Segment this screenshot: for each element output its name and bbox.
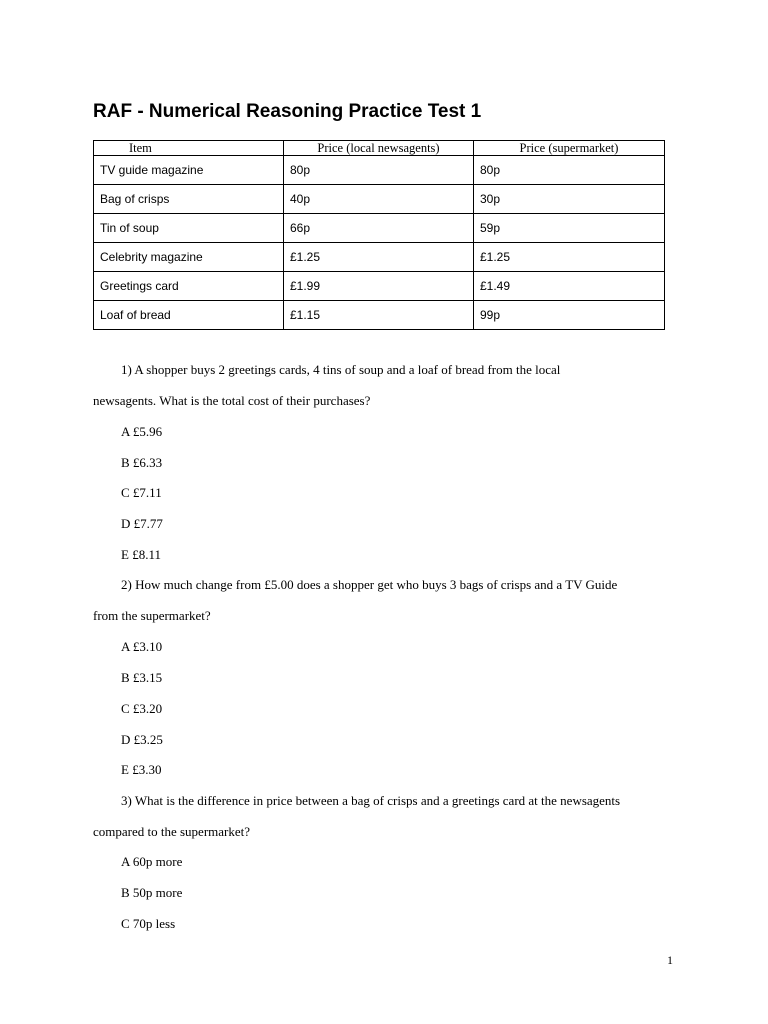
- table-cell-item: Loaf of bread: [94, 301, 284, 330]
- table-cell-newsagents-price: 40p: [284, 185, 474, 214]
- table-row: [94, 185, 665, 214]
- question-2-option-b: B £3.15: [121, 670, 163, 685]
- question-1-option-d: D £7.77: [121, 516, 163, 531]
- page-number: 1: [667, 953, 673, 967]
- question-1-option-c: C £7.11: [121, 485, 162, 500]
- question-2-option-e: E £3.30: [121, 762, 162, 777]
- column-header-supermarket-price: Price (supermarket): [474, 141, 665, 156]
- table-row: [94, 272, 665, 301]
- table-row: [94, 243, 665, 272]
- table-cell-newsagents-price: £1.99: [284, 272, 474, 301]
- question-2-option-c: C £3.20: [121, 701, 163, 716]
- table-cell-item: Greetings card: [94, 272, 284, 301]
- table-cell-item: Tin of soup: [94, 214, 284, 243]
- table-row: [94, 156, 665, 185]
- question-1-option-a: A £5.96: [121, 424, 163, 439]
- question-3-text: 3) What is the difference in price between a bag of crisps and a greetings card at the newsagents: [121, 793, 621, 808]
- table-row: [94, 301, 665, 330]
- table-cell-supermarket-price: £1.49: [474, 272, 665, 301]
- table-cell-newsagents-price: £1.25: [284, 243, 474, 272]
- question-3-text-continued: compared to the supermarket?: [93, 824, 251, 839]
- table-cell-item: Bag of crisps: [94, 185, 284, 214]
- document-title: RAF - Numerical Reasoning Practice Test 1: [93, 101, 482, 122]
- question-3-option-a: A 60p more: [121, 854, 183, 869]
- question-2-text: 2) How much change from £5.00 does a shopper get who buys 3 bags of crisps and a TV Guide: [121, 577, 618, 592]
- question-1-text-continued: newsagents. What is the total cost of their purchases?: [93, 393, 371, 408]
- table-cell-newsagents-price: 80p: [284, 156, 474, 185]
- table-cell-item: Celebrity magazine: [94, 243, 284, 272]
- column-header-newsagents-price: Price (local newsagents): [284, 141, 474, 156]
- table-header-row: [94, 141, 665, 156]
- question-1-option-b: B £6.33: [121, 455, 163, 470]
- table-cell-supermarket-price: 30p: [474, 185, 665, 214]
- table-cell-item: TV guide magazine: [94, 156, 284, 185]
- question-3-option-b: B 50p more: [121, 885, 183, 900]
- question-3-option-c: C 70p less: [121, 916, 176, 931]
- price-table: [93, 140, 665, 330]
- table-cell-supermarket-price: £1.25: [474, 243, 665, 272]
- table-cell-supermarket-price: 80p: [474, 156, 665, 185]
- column-header-item: Item: [94, 141, 284, 156]
- question-1-text: 1) A shopper buys 2 greetings cards, 4 tins of soup and a loaf of bread from the local: [121, 362, 561, 377]
- question-2-option-d: D £3.25: [121, 732, 163, 747]
- question-2-option-a: A £3.10: [121, 639, 163, 654]
- table-cell-newsagents-price: 66p: [284, 214, 474, 243]
- question-1-option-e: E £8.11: [121, 547, 161, 562]
- question-2-text-continued: from the supermarket?: [93, 608, 211, 623]
- table-cell-supermarket-price: 59p: [474, 214, 665, 243]
- table-row: [94, 214, 665, 243]
- table-cell-supermarket-price: 99p: [474, 301, 665, 330]
- table-cell-newsagents-price: £1.15: [284, 301, 474, 330]
